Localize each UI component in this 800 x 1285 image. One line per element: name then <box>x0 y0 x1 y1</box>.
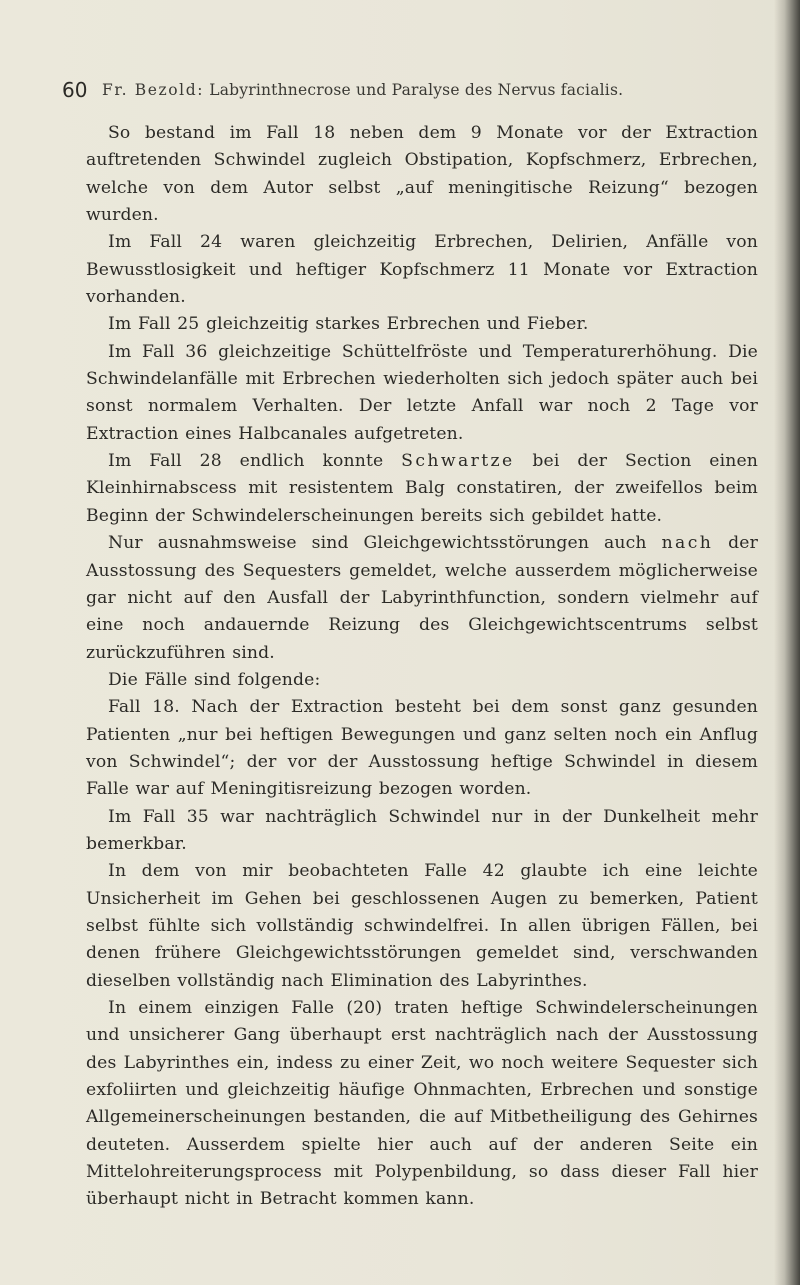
paragraph-fall-28-after: bei der Section einen Kleinhirnabscess mit resistentem Balg constatiren, der zweifellos beim Beginn der Schwindelerscheinungen bereits sich gebildet hatte. <box>86 451 758 526</box>
paragraph-fall-35: Im Fall 35 war nachträglich Schwindel nur in der Dunkelheit mehr bemerkbar. <box>86 806 758 854</box>
paragraph-fall-42: In dem von mir beobachteten Falle 42 glaubte ich eine leichte Unsicherheit im Gehen bei geschlossenen Augen zu bemerken, Patient selbst fühlte sich vollständig schwindelfrei. In allen übrigen Fällen, bei denen frühere Gleichgewichtsstörungen gemeldet sind, verschwanden dieselben vollständig nach Elimination des Labyrinthes. <box>86 861 758 991</box>
page-header <box>62 78 722 106</box>
paragraph-fall-25: Im Fall 25 gleichzeitig starkes Erbrechen und Fieber. <box>108 314 589 335</box>
paragraph-fall-28 <box>86 448 758 530</box>
paragraph-ausnahmsweise-before: Nur ausnahmsweise sind Gleichgewichtsstörungen auch <box>108 533 662 554</box>
page-edge-shadow <box>774 0 800 1285</box>
body-text <box>86 120 758 1214</box>
paragraph-fall-18-nachher: Fall 18. Nach der Extraction besteht bei dem sonst ganz gesunden Patienten „nur bei heftigen Bewegungen und ganz selten noch ein Anflug von Schwindel“; der vor der Ausstossung heftige Schwindel in diesem Falle war auf Meningitisreizung bezogen worden. <box>86 697 758 800</box>
emphasis-nach: nach <box>661 533 714 554</box>
running-head <box>102 81 623 99</box>
page-number: 60 <box>62 78 88 102</box>
running-head-title: Labyrinthnecrose und Paralyse des Nervus facialis. <box>209 81 624 99</box>
paragraph-fall-18: So bestand im Fall 18 neben dem 9 Monate vor der Extraction auftretenden Schwindel zugleich Obstipation, Kopfschmerz, Erbrechen, welche von dem Autor selbst „auf meningitische Reizung“ bezogen wurden. <box>86 123 758 226</box>
author-name-schwartze: Schwartze <box>401 451 515 472</box>
paragraph-fall-28-before: Im Fall 28 endlich konnte <box>108 451 402 472</box>
paragraph-fall-20: In einem einzigen Falle (20) traten heftige Schwindelerscheinungen und unsicherer Gang überhaupt erst nachträglich nach der Ausstossung des Labyrinthes ein, indess zu einer Zeit, wo noch weitere Sequester sich exfoliirten und gleichzeitig häufige Ohnmachten, Erbrechen und sonstige Allgemeinerscheinungen bestanden, die auf Mitbetheiligung des Gehirnes deuteten. Ausserdem spielte hier auch auf der anderen Seite ein Mittelohreiterungsprocess mit Polypenbildung, so dass dieser Fall hier überhaupt nicht in Betracht kommen kann. <box>86 998 758 1210</box>
paragraph-ausnahmsweise-after: der Ausstossung des Sequesters gemeldet, welche ausserdem möglicherweise gar nicht auf den Ausfall der Labyrinthfunction, sondern vielmehr auf eine noch andauernde Reizung des Gleichgewichtscentrums selbst zurückzuführen sind. <box>86 533 758 663</box>
running-head-author: Fr. Bezold: <box>102 81 205 99</box>
paragraph-faelle-folgende: Die Fälle sind folgende: <box>108 669 321 690</box>
paragraph-fall-36: Im Fall 36 gleichzeitige Schüttelfröste und Temperaturerhöhung. Die Schwindelanfälle mit Erbrechen wiederholten sich jedoch später auch bei sonst normalem Verhalten. Der letzte Anfall war noch 2 Tage vor Extraction eines Halbcanales aufgetreten. <box>86 341 758 444</box>
paragraph-fall-24: Im Fall 24 waren gleichzeitig Erbrechen, Delirien, Anfälle von Bewusstlosigkeit und heftiger Kopfschmerz 11 Monate vor Extraction vorhanden. <box>86 232 758 308</box>
paragraph-ausnahmsweise <box>86 530 758 667</box>
